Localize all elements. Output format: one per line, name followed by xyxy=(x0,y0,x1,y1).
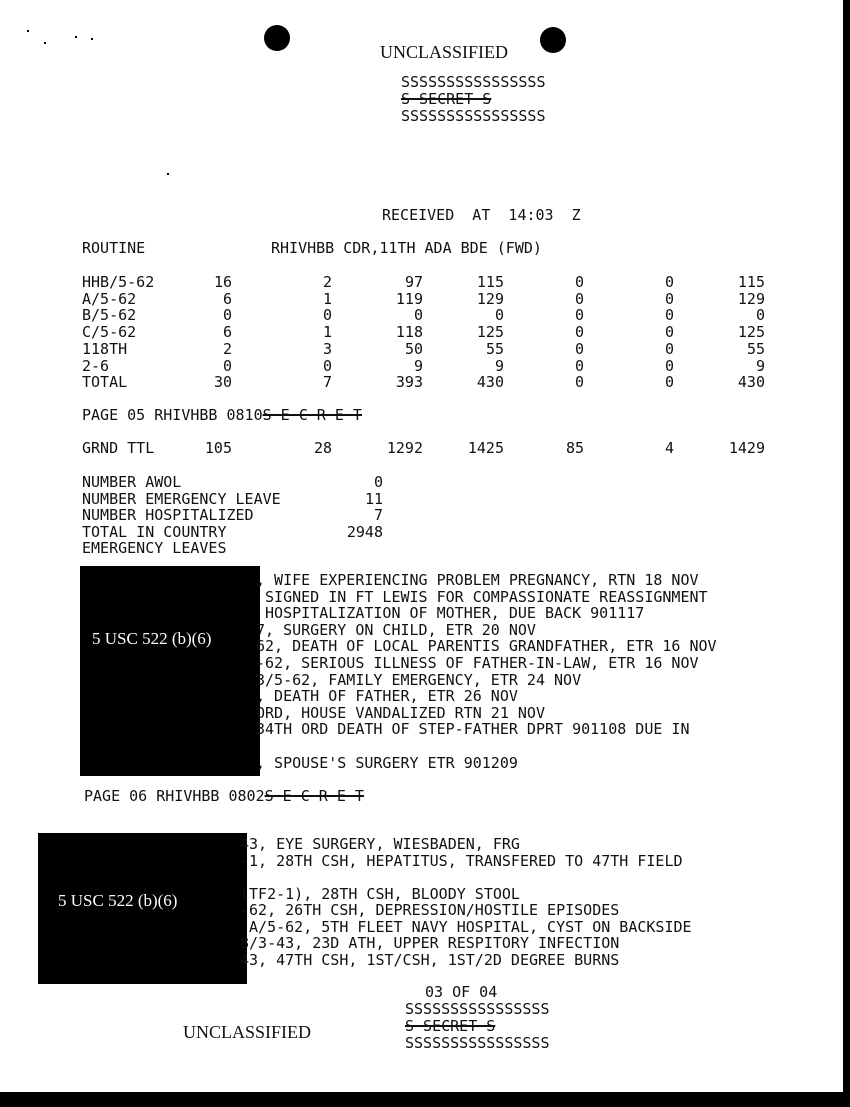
table-cell: 55 xyxy=(485,339,504,358)
stat-value: 7 xyxy=(373,506,383,525)
table-cell: 125 xyxy=(737,323,765,342)
table-cell: 129 xyxy=(737,289,765,308)
table-cell: 393 xyxy=(395,373,423,392)
table-cell: 118 xyxy=(395,323,423,342)
table-cell: 0 xyxy=(222,306,232,325)
table-row-unit: TOTAL xyxy=(82,373,128,392)
emergency-line: -62, SERIOUS ILLNESS OF FATHER-IN-LAW, ETR 16 NOV xyxy=(256,654,699,672)
table-cell: 1 xyxy=(322,323,332,342)
grand-total-cell: 1429 xyxy=(728,439,765,457)
scan-speck xyxy=(91,38,93,40)
table-cell: 6 xyxy=(222,323,232,342)
secret-marking-bottom: S SECRET S xyxy=(405,1017,496,1035)
table-cell: 0 xyxy=(222,356,232,375)
table-row-unit: HHB/5-62 xyxy=(82,273,155,291)
redaction-label: 5 USC 522 (b)(6) xyxy=(92,629,212,648)
table-cell: 0 xyxy=(664,323,674,342)
scan-speck xyxy=(27,30,29,32)
grand-total-cell: 1425 xyxy=(467,439,504,457)
page-count: 03 OF 04 xyxy=(425,983,498,1001)
table-cell: 3 xyxy=(322,339,332,358)
table-cell: 9 xyxy=(755,356,765,375)
emergency-line: 3/5-62, FAMILY EMERGENCY, ETR 24 NOV xyxy=(256,670,582,689)
table-row-unit: C/5-62 xyxy=(82,323,137,342)
emergency-heading: EMERGENCY LEAVES xyxy=(82,539,227,557)
grand-total-label: GRND TTL xyxy=(82,439,155,457)
emergency-line: , WIFE EXPERIENCING PROBLEM PREGNANCY, RTN 18 NOV xyxy=(256,571,699,589)
received-time: RECEIVED AT 14:03 Z xyxy=(382,206,581,224)
grand-total-cell: 28 xyxy=(313,439,332,457)
classification-top: UNCLASSIFIED xyxy=(380,42,509,62)
table-cell: 0 xyxy=(664,356,674,375)
emergency-line: 34TH ORD DEATH OF STEP-FATHER DPRT 901108 DUE IN xyxy=(256,720,690,739)
page-06-header xyxy=(84,788,364,805)
table-cell: 129 xyxy=(476,289,504,308)
classification-bottom: UNCLASSIFIED xyxy=(183,1022,312,1042)
table-cell: 16 xyxy=(213,273,232,291)
table-cell: 0 xyxy=(574,306,584,325)
emergency-line: 62, DEATH OF LOCAL PARENTIS GRANDFATHER, ETR 16 NOV xyxy=(256,637,717,656)
grand-total-cell: 4 xyxy=(664,439,674,457)
table-cell: 0 xyxy=(664,273,674,291)
secret-border-bottom-2: SSSSSSSSSSSSSSSS xyxy=(405,1034,550,1052)
table-cell: 115 xyxy=(737,273,765,291)
routing-unit: RHIVHBB CDR,11TH ADA BDE (FWD) xyxy=(271,239,542,257)
emergency-line: , SPOUSE'S SURGERY ETR 901209 xyxy=(256,753,518,772)
table-cell: 0 xyxy=(755,306,765,325)
stat-label: NUMBER HOSPITALIZED xyxy=(82,506,254,525)
emergency-line: ORD, HOUSE VANDALIZED RTN 21 NOV xyxy=(256,703,545,722)
hospital-line: -1, 28TH CSH, HEPATITUS, TRANSFERED TO 47TH FIELD xyxy=(240,851,683,870)
table-cell: 0 xyxy=(322,356,332,375)
table-cell: 115 xyxy=(476,273,504,291)
page-05-marking: S E C R E T xyxy=(262,406,362,424)
table-cell: 2 xyxy=(322,273,332,291)
table-cell: 0 xyxy=(322,306,332,325)
table-cell: 7 xyxy=(322,373,332,392)
stat-label: NUMBER EMERGENCY LEAVE xyxy=(82,489,281,508)
table-row-unit: A/5-62 xyxy=(82,289,137,308)
secret-border-top-2: SSSSSSSSSSSSSSSS xyxy=(401,107,546,125)
table-cell: 0 xyxy=(574,273,584,291)
hospital-line: A/5-62, 5TH FLEET NAVY HOSPITAL, CYST ON BACKSIDE xyxy=(240,917,692,936)
page-06-prefix: PAGE 06 RHIVHBB 0802 xyxy=(84,787,265,805)
table-cell: 0 xyxy=(574,289,584,308)
stat-value: 0 xyxy=(373,473,383,491)
priority: ROUTINE xyxy=(82,239,146,257)
stat-value: 11 xyxy=(364,489,383,508)
emergency-line: 7, SURGERY ON CHILD, ETR 20 NOV xyxy=(256,620,536,639)
scan-speck xyxy=(75,36,77,38)
grand-total-cell: 1292 xyxy=(386,439,423,457)
table-cell: 2 xyxy=(222,339,232,358)
punch-hole-right xyxy=(540,27,566,53)
scan-speck xyxy=(44,42,46,44)
table-cell: 0 xyxy=(574,339,584,358)
table-cell: 0 xyxy=(574,323,584,342)
table-row-unit: B/5-62 xyxy=(82,306,137,325)
hospital-line: 8/3-43, 23D ATH, UPPER RESPITORY INFECTION xyxy=(240,934,620,952)
table-cell: 97 xyxy=(404,273,423,291)
emergency-line: , DEATH OF FATHER, ETR 26 NOV xyxy=(256,687,518,706)
table-cell: 50 xyxy=(404,339,423,358)
table-cell: 30 xyxy=(213,373,232,392)
hospital-line: -62, 26TH CSH, DEPRESSION/HOSTILE EPISODES xyxy=(240,901,620,919)
stat-label: NUMBER AWOL xyxy=(82,473,182,491)
table-cell: 0 xyxy=(574,356,584,375)
redaction-block xyxy=(80,566,260,776)
table-cell: 430 xyxy=(737,373,765,392)
page-05-header xyxy=(82,407,362,424)
punch-hole-left xyxy=(264,25,290,51)
grand-total-cell: 105 xyxy=(204,439,232,457)
redaction-label: 5 USC 522 (b)(6) xyxy=(58,891,178,910)
secret-border-top: SSSSSSSSSSSSSSSS xyxy=(401,73,546,91)
table-cell: 0 xyxy=(574,373,584,392)
table-cell: 0 xyxy=(664,289,674,308)
scan-speck xyxy=(167,173,169,175)
table-cell: 9 xyxy=(413,356,423,375)
hospital-line: (TF2-1), 28TH CSH, BLOODY STOOL xyxy=(240,884,520,903)
page-06-marking: S E C R E T xyxy=(264,787,364,805)
table-cell: 0 xyxy=(664,306,674,325)
secret-marking-top: S SECRET S xyxy=(401,90,492,108)
table-cell: 9 xyxy=(494,356,504,375)
stat-label: TOTAL IN COUNTRY xyxy=(82,523,227,542)
table-row-unit: 2-6 xyxy=(82,356,110,375)
table-cell: 430 xyxy=(476,373,504,392)
page-05-prefix: PAGE 05 RHIVHBB 0810 xyxy=(82,406,263,424)
grand-total-cell: 85 xyxy=(565,439,584,457)
table-cell: 125 xyxy=(476,323,504,342)
hospital-line: 43, 47TH CSH, 1ST/CSH, 1ST/2D DEGREE BURNS xyxy=(240,950,620,969)
secret-border-bottom: SSSSSSSSSSSSSSSS xyxy=(405,1000,550,1018)
table-cell: 0 xyxy=(664,373,674,392)
hospital-line: 43, EYE SURGERY, WIESBADEN, FRG xyxy=(240,835,520,853)
table-cell: 1 xyxy=(322,289,332,308)
table-cell: 55 xyxy=(746,339,765,358)
table-cell: 0 xyxy=(413,306,423,325)
scan-edge xyxy=(843,0,850,1107)
stat-value: 2948 xyxy=(346,523,383,542)
emergency-line: HOSPITALIZATION OF MOTHER, DUE BACK 901117 xyxy=(256,604,645,623)
emergency-line: SIGNED IN FT LEWIS FOR COMPASSIONATE REASSIGNMENT xyxy=(256,587,708,606)
table-cell: 119 xyxy=(395,289,423,308)
table-row-unit: 118TH xyxy=(82,339,128,358)
table-cell: 0 xyxy=(494,306,504,325)
redaction-block xyxy=(38,833,247,984)
scan-edge-bottom xyxy=(0,1092,850,1107)
table-cell: 0 xyxy=(664,339,674,358)
table-cell: 6 xyxy=(222,289,232,308)
